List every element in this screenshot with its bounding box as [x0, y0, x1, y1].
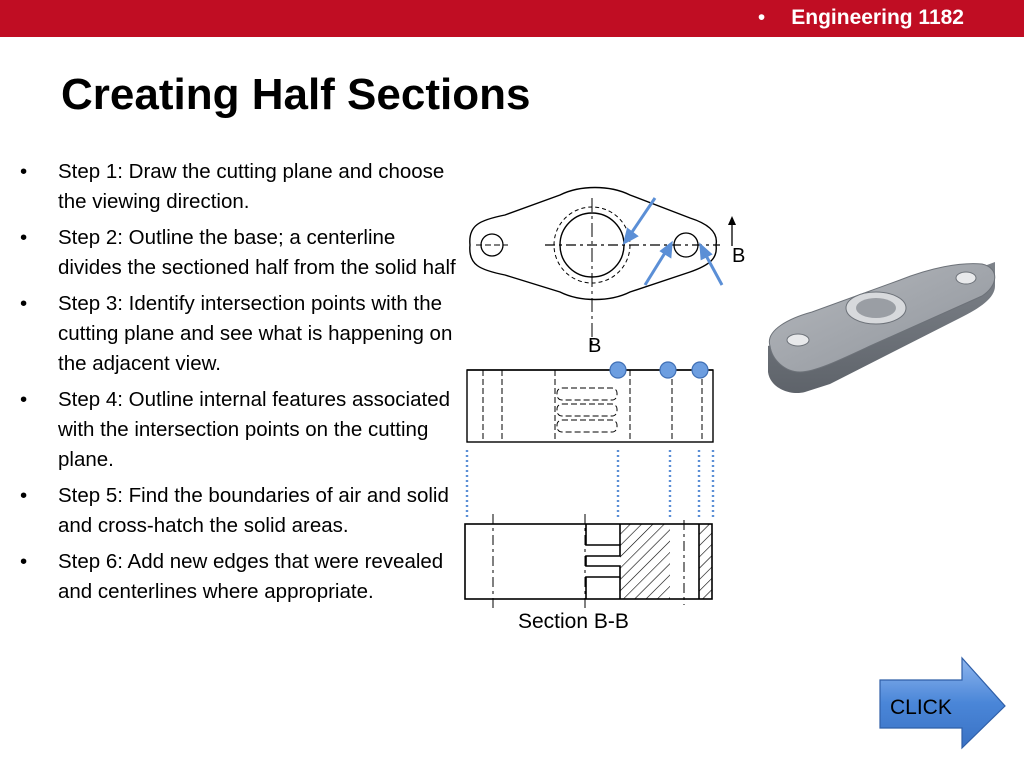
half-section-drawing: [455, 180, 755, 633]
isometric-part-image: [760, 262, 1000, 402]
top-view: [470, 188, 746, 358]
section-groove-profile: [586, 524, 620, 599]
plane-label-right: B: [732, 245, 746, 267]
step-item: • Step 6: Add new edges that were revealed and centerlines where appropriate.: [20, 547, 460, 607]
bullet-icon: •: [757, 6, 766, 29]
arrowhead-icon: [625, 230, 636, 242]
section-caption: Section B-B: [518, 610, 629, 633]
front-view: [467, 362, 713, 442]
intersection-point: [660, 362, 676, 378]
arrowhead-icon: [701, 246, 710, 258]
step-item: • Step 4: Outline internal features associated with the intersection points on the cutting plane.: [20, 385, 460, 475]
slide-title: Creating Half Sections: [61, 70, 531, 119]
steps-list: [20, 157, 460, 613]
step-item: • Step 3: Identify intersection points with the cutting plane and see what is happening on the adjacent view.: [20, 289, 460, 379]
projection-lines: [467, 450, 713, 520]
section-outline: [465, 524, 712, 599]
click-label[interactable]: CLICK: [890, 696, 952, 719]
course-title: • Engineering 1182: [757, 6, 964, 29]
front-view-outline: [467, 370, 713, 442]
step-item: • Step 1: Draw the cutting plane and choose the viewing direction.: [20, 157, 460, 217]
step-item: • Step 5: Find the boundaries of air and solid and cross-hatch the solid areas.: [20, 481, 460, 541]
intersection-point: [692, 362, 708, 378]
intersection-point: [610, 362, 626, 378]
arrowhead-icon: [728, 216, 736, 225]
plane-label-bottom: B: [588, 335, 602, 357]
click-button[interactable]: [870, 655, 1010, 755]
section-view: [465, 514, 712, 610]
step-item: • Step 2: Outline the base; a centerline divides the sectioned half from the solid half: [20, 223, 460, 283]
header-bar: [0, 0, 1024, 37]
